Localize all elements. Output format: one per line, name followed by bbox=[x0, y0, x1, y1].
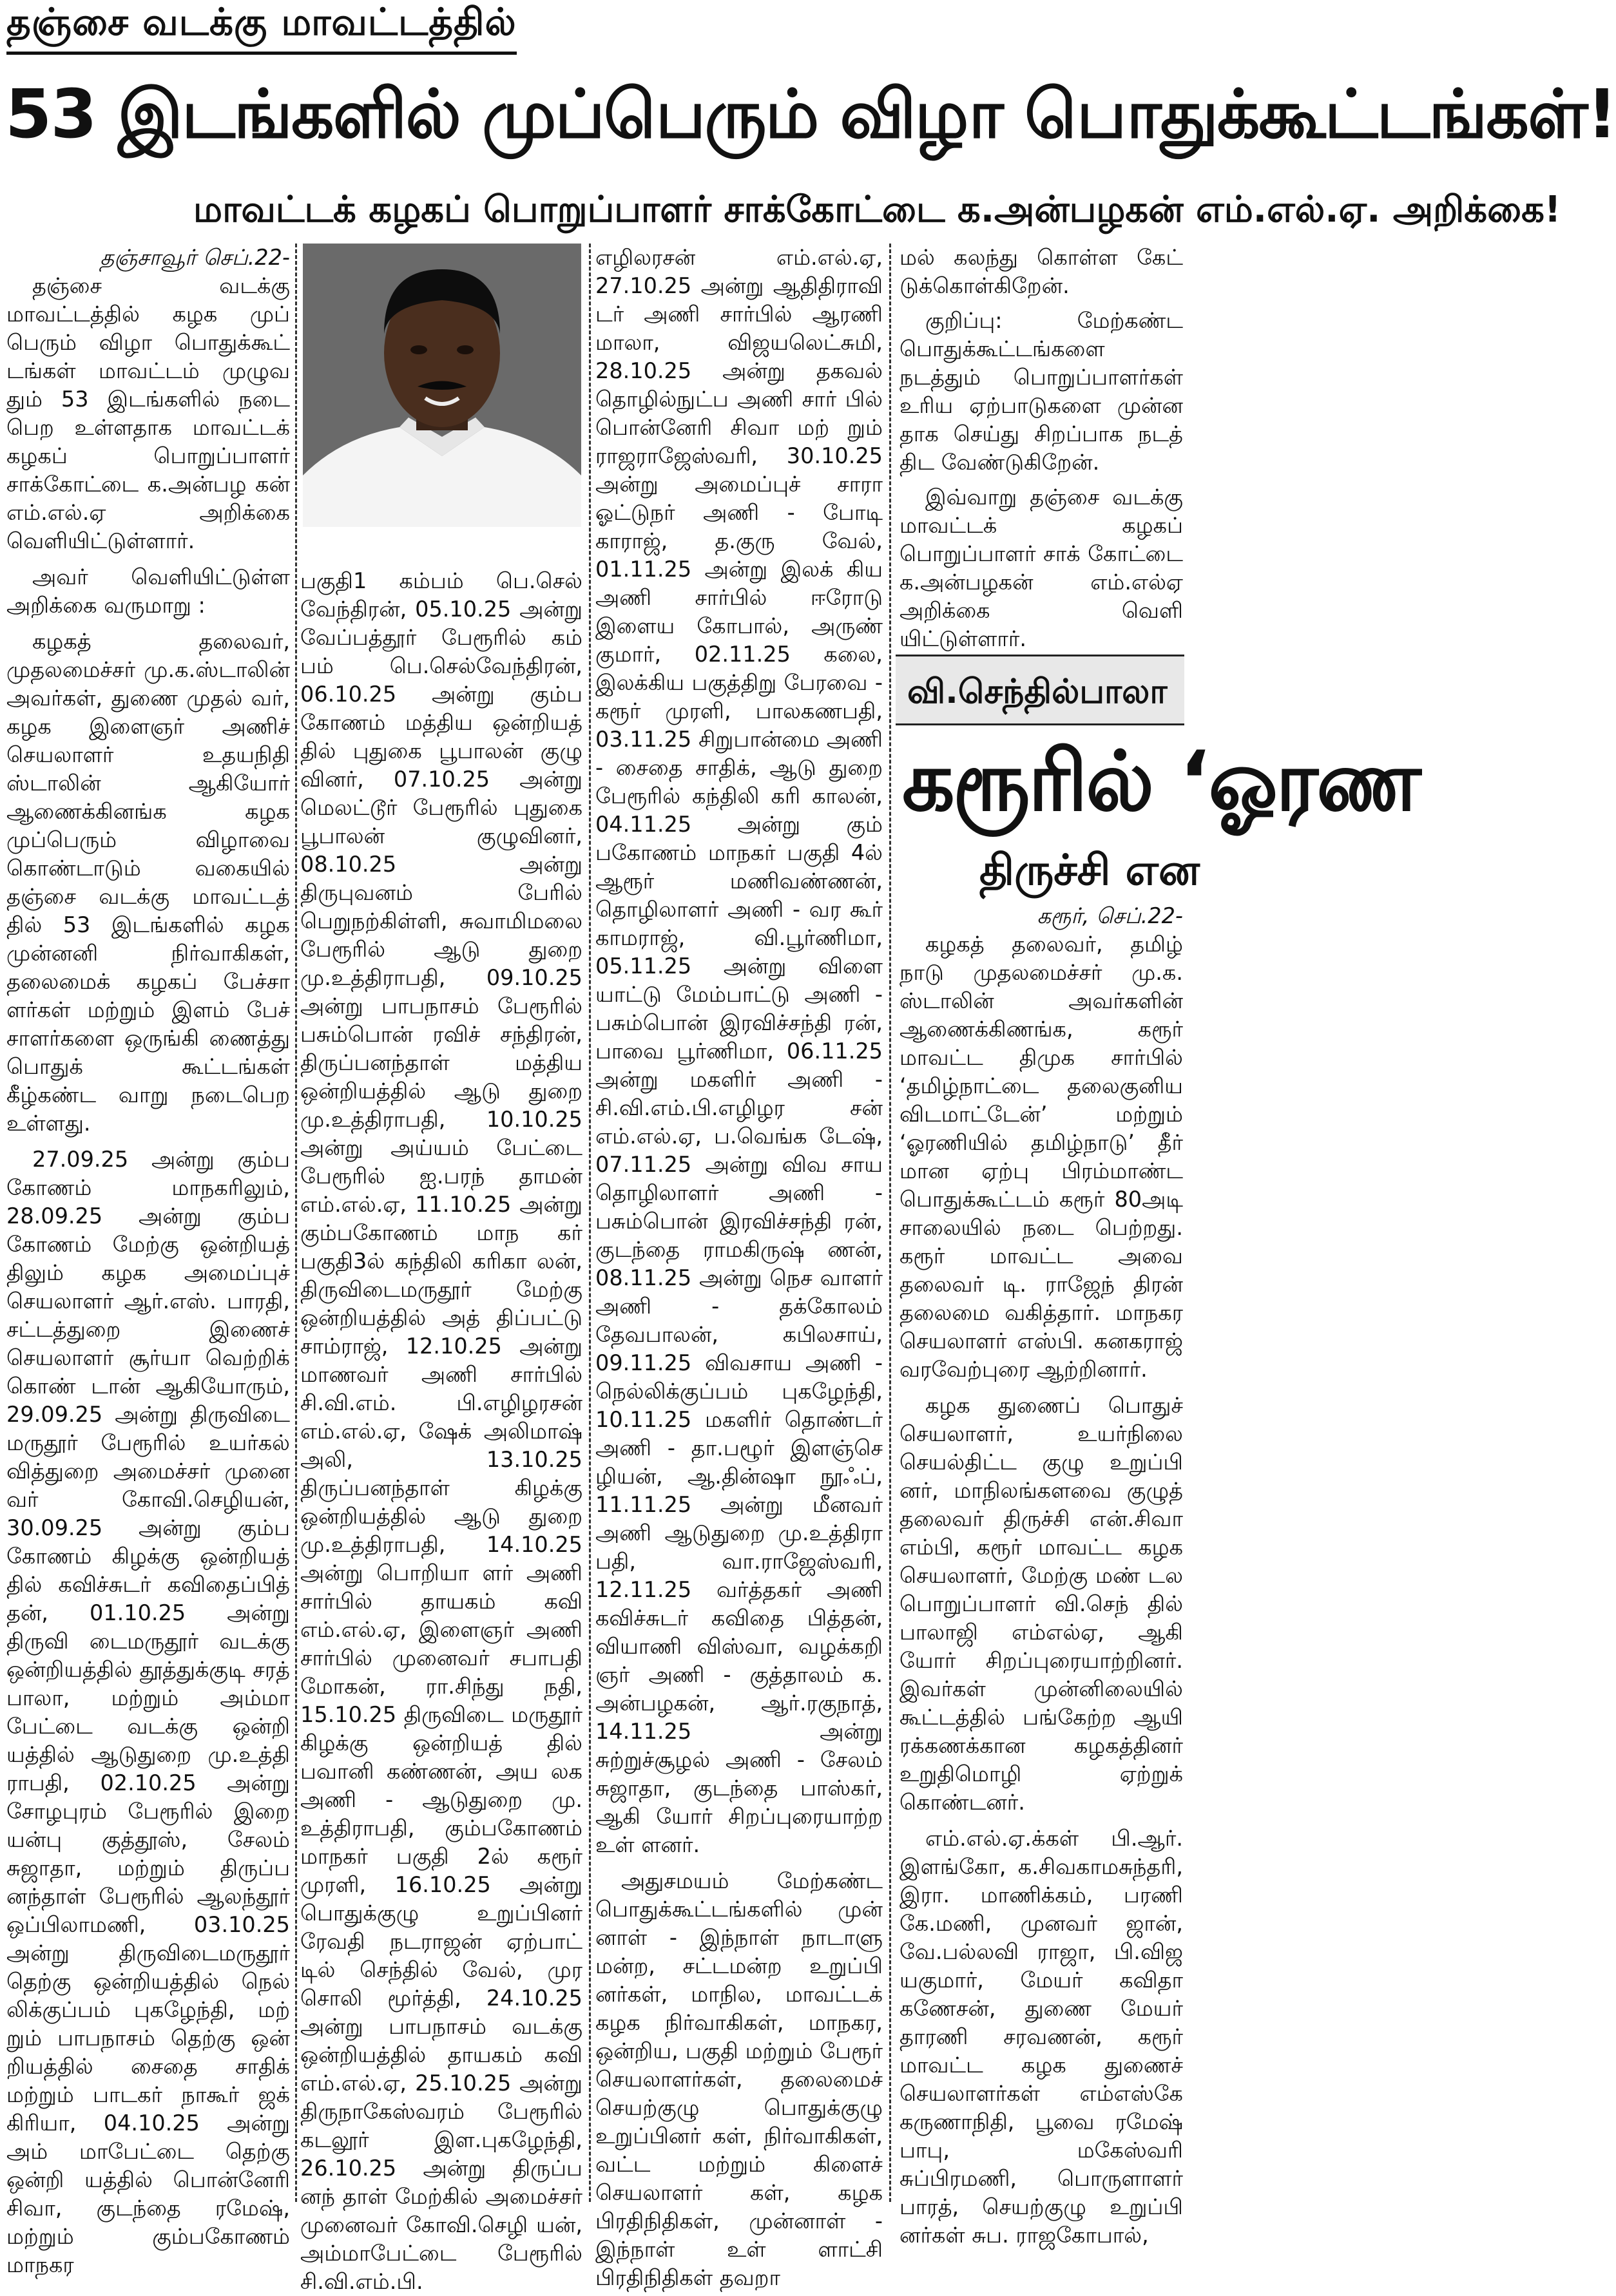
story2-subheadline: திருச்சி என bbox=[979, 845, 1200, 895]
dateline: தஞ்சாவூர் செப்.22- bbox=[100, 245, 290, 270]
paragraph: குறிப்பு: மேற்கண்ட பொதுக்கூட்டங்களை நடத்தும் பொறுப்பாளர்கள் உரிய ஏற்பாடுகளை முன்ன தாக செய்து சிறப்பாக நடத் திட வேண்டுகிறேன். bbox=[899, 308, 1183, 475]
article-column-2 bbox=[300, 567, 582, 2294]
paragraph: தஞ்சை வடக்கு மாவட்டத்தில் கழக முப் பெரும் விழா பொதுக்கூட் டங்கள் மாவட்டம் முழுவ தும் 53 இடங்களில் நடை பெற உள்ளதாக மாவட்டக் கழகப் பொறுப்பாளர் சாக்கோட்டை க.அன்பழ கன் எம்.எல்.ஏ அறிக்கை வெளியிட்டுள்ளார். bbox=[6, 273, 290, 553]
main-headline: 53 இடங்களில் முப்பெரும் விழா பொதுக்கூட்டங்கள்! bbox=[5, 75, 1616, 153]
article-column-3 bbox=[595, 244, 883, 2290]
article-column-1 bbox=[6, 244, 290, 2277]
paragraph: இவ்வாறு தஞ்சை வடக்கு மாவட்டக் கழகப் பொறுப்பாளர் சாக் கோட்டை க.அன்பழகன் எம்.எல்ஏ அறிக்கை வெளி யிட்டுள்ளார். bbox=[899, 484, 1183, 651]
paragraph: எழிலரசன் எம்.எல்.ஏ, 27.10.25 அன்று ஆதிதிராவி டர் அணி சார்பில் ஆரணி மாலா, விஜயலெட்சுமி, 28.10.25 அன்று தகவல் தொழில்நுட்ப அணி சார் பில் பொன்னேரி சிவா மற் றும் ராஜராஜேஸ்வரி, 30.10.25 அன்று அமைப்புச் சாரா ஓட்டுநர் அணி - போடி காராஜ், த.குரு வேல், 01.11.25 அன்று இலக் கிய அணி சார்பில் ஈரோடு இளைய கோபால், அருண் குமார், 02.11.25 கலை, இலக்கிய பகுத்திறு பேரவை - கரூர் முரளி, பாலகணபதி, 03.11.25 சிறுபான்மை அணி - சைதை சாதிக், ஆடு துறை பேரூரில் கந்திலி கரி காலன், 04.11.25 அன்று கும் பகோணம் மாநகர் பகுதி 4ல் ஆரூர் மணிவண்ணன், தொழிலாளர் அணி - வர கூர் காமராஜ், வி.பூர்ணிமா, 05.11.25 அன்று விளை யாட்டு மேம்பாட்டு அணி - பசும்பொன் இரவிச்சந்தி ரன், பாவை பூர்ணிமா, 06.11.25 அன்று மகளிர் அணி - சி.வி.எம்.பி.எழிழர சன் எம்.எல்.ஏ, ப.வெங்க டேஷ், 07.11.25 அன்று விவ சாய தொழிலாளர் அணி - பசும்பொன் இரவிச்சந்தி ரன், குடந்தை ராமகிருஷ் ணன், 08.11.25 அன்று நெச வாளர் அணி - தக்கோலம் தேவபாலன், கபிலசாய், 09.11.25 விவசாய அணி - நெல்லிக்குப்பம் புகழேந்தி, 10.11.25 மகளிர் தொண்டர் அணி - தா.பழூர் இளஞ்செ ழியன், ஆ.தின்ஷா நூஃப், 11.11.25 அன்று மீனவர் அணி ஆடுதுறை மு.உத்திரா பதி, வா.ராஜேஸ்வரி, 12.11.25 வர்த்தகர் அணி கவிச்சுடர் கவிதை பித்தன், வியாணி விஸ்வா, வழக்கறி ஞர் அணி - குத்தாலம் க. அன்பழகன், ஆர்.ரகுநாத், 14.11.25 அன்று சுற்றுச்சூழல் அணி - சேலம் சுஜாதா, குடந்தை பாஸ்கர், ஆகி யோர் சிறப்புரையாற்ற உள் ளனர். bbox=[595, 245, 883, 1857]
article-column-4 bbox=[899, 244, 1183, 651]
paragraph: கழகத் தலைவர், முதலமைச்சர் மு.க.ஸ்டாலின் அவர்கள், துணை முதல் வர், கழக இளைஞர் அணிச் செயலாளர் உதயநிதி ஸ்டாலின் ஆகியோர் ஆணைக்கினங்க கழக முப்பெரும் விழாவை கொண்டாடும் வகையில் தஞ்சை வடக்கு மாவட்டத் தில் 53 இடங்களில் கழக முன்னனி நிர்வாகிகள், தலைமைக் கழகப் பேச்சா ளர்கள் மற்றும் இளம் பேச் சாளர்களை ஒருங்கி ணைத்து பொதுக் கூட்டங்கள் கீழ்கண்ட வாறு நடைபெற உள்ளது. bbox=[6, 629, 290, 1136]
story2-kicker: வி.செந்தில்பாலா bbox=[896, 655, 1184, 725]
column-divider bbox=[589, 244, 591, 2202]
column-divider bbox=[295, 244, 297, 2202]
paragraph: அதுசமயம் மேற்கண்ட பொதுக்கூட்டங்களில் முன் னாள் - இந்நாள் நாடாளு மன்ற, சட்டமன்ற உறுப்பி னர்கள், மாநில, மாவட்டக் கழக நிர்வாகிகள், மாநகர, ஒன்றிய, பகுதி மற்றும் பேரூர் செயலாளர்கள், தலைமைச் செயற்குழு பொதுக்குழு உறுப்பினர் கள், நிர்வாகிகள், வட்ட மற்றும் கிளைச் செயலாளர் கள், கழக பிரதிநிதிகள், முன்னாள் - இந்நாள் உள் ளாட்சி பிரதிநிதிகள் தவறா bbox=[595, 1868, 883, 2290]
portrait-icon bbox=[303, 244, 581, 527]
paragraph: 27.09.25 அன்று கும்ப கோணம் மாநகரிலும், 28.09.25 அன்று கும்ப கோணம் மேற்கு ஒன்றியத் திலும் கழக அமைப்புச் செயலாளர் ஆர்.எஸ். பாரதி, சட்டத்துறை இணைச் செயலாளர் சூர்யா வெற்றிக் கொண் டான் ஆகியோரும், 29.09.25 அன்று திருவிடை மருதூர் பேரூரில் உயர்கல் வித்துறை அமைச்சர் முனை வர் கோவி.செழியன், 30.09.25 அன்று கும்ப கோணம் கிழக்கு ஒன்றியத் தில் கவிச்சுடர் கவிதைப்பித் தன், 01.10.25 அன்று திருவி டைமருதூர் வடக்கு ஒன்றியத்தில் தூத்துக்குடி சரத் பாலா, மற்றும் அம்மா பேட்டை வடக்கு ஒன்றி யத்தில் ஆடுதுறை மு.உத்தி ராபதி, 02.10.25 அன்று சோழபுரம் பேரூரில் இறை யன்பு குத்தூஸ், சேலம் சுஜாதா, மற்றும் திருப்ப னந்தாள் பேரூரில் ஆலந்தூர் ஒப்பிலாமணி, 03.10.25 அன்று திருவிடைமருதூர் தெற்கு ஒன்றியத்தில் நெல் லிக்குப்பம் புகழேந்தி, மற் றும் பாபநாசம் தெற்கு ஒன் றியத்தில் சைதை சாதிக் மற்றும் பாடகர் நாகூர் ஜக் கிரியா, 04.10.25 அன்று அம் மாபேட்டை தெற்கு ஒன்றி யத்தில் பொன்னேரி சிவா, குடந்தை ரமேஷ், மற்றும் கும்பகோணம் மாநகர bbox=[6, 1147, 290, 2277]
paragraph: பகுதி1 கம்பம் பெ.செல் வேந்திரன், 05.10.25 அன்று வேப்பத்தூர் பேரூரில் கம் பம் பெ.செல்வேந்திரன், 06.10.25 அன்று கும்ப கோணம் மத்திய ஒன்றியத் தில் புதுகை பூபாலன் குழு வினர், 07.10.25 அன்று மெலட்டூர் பேரூரில் புதுகை பூபாலன் குழுவினர், 08.10.25 அன்று திருபுவனம் பேரில் பெறுநற்கிள்ளி, சுவாமிமலை பேரூரில் ஆடு துறை மு.உத்திராபதி, 09.10.25 அன்று பாபநாசம் பேரூரில் பசும்பொன் ரவிச் சந்திரன், திருப்பனந்தாள் மத்திய ஒன்றியத்தில் ஆடு துறை மு.உத்திராபதி, 10.10.25 அன்று அய்யம் பேட்டை பேரூரில் ஐ.பரந் தாமன் எம்.எல்.ஏ, 11.10.25 அன்று கும்பகோணம் மாந கர் பகுதி3ல் கந்திலி கரிகா லன், திருவிடைமருதூர் மேற்கு ஒன்றியத்தில் அத் திப்பட்டு சாம்ராஜ், 12.10.25 அன்று மாணவர் அணி சார்பில் சி.வி.எம். பி.எழிழரசன் எம்.எல்.ஏ, ஷேக் அலிமாஷ் அலி, 13.10.25 திருப்பனந்தாள் கிழக்கு ஒன்றியத்தில் ஆடு துறை மு.உத்திராபதி, 14.10.25 அன்று பொறியா ளர் அணி சார்பில் தாயகம் கவி எம்.எல்.ஏ, இளைஞர் அணி சார்பில் முனைவர் சபாபதி மோகன், ரா.சிந்து நதி, 15.10.25 திருவிடை மருதூர் கிழக்கு ஒன்றியத் தில் பவானி கண்ணன், அய லக அணி - ஆடுதுறை மு. உத்திராபதி, கும்பகோணம் மாநகர் பகுதி 2ல் கரூர் முரளி, 16.10.25 அன்று பொதுக்குழு உறுப்பினர் ரேவதி நடராஜன் ஏற்பாட் டில் செந்தில் வேல், முர சொலி மூர்த்தி, 24.10.25 அன்று பாபநாசம் வடக்கு ஒன்றியத்தில் தாயகம் கவி எம்.எல்.ஏ, 25.10.25 அன்று திருநாகேஸ்வரம் பேரூரில் கடலூர் இள.புகழேந்தி, 26.10.25 அன்று திருப்ப னந் தாள் மேற்கில் அமைச்சர் முனைவர் கோவி.செழி யன், அம்மாபேட்டை பேரூரில் சி.வி.எம்.பி. bbox=[300, 568, 582, 2294]
paragraph: கழக துணைப் பொதுச் செயலாளர், உயர்நிலை செயல்திட்ட குழு உறுப்பி னர், மாநிலங்களவை குழுத் தலைவர் திருச்சி என்.சிவா எம்பி, கரூர் மாவட்ட கழக செயலாளர், மேற்கு மண் டல பொறுப்பாளர் வி.செந் தில் பாலாஜி எம்எல்ஏ, ஆகி யோர் சிறப்புரையாற்றினர். இவர்கள் முன்னிலையில் கூட்டத்தில் பங்கேற்ற ஆயி ரக்கணக்கான கழகத்தினர் உறுதிமொழி ஏற்றுக் கொண்டனர். bbox=[899, 1393, 1183, 1815]
sub-headline: மாவட்டக் கழகப் பொறுப்பாளர் சாக்கோட்டை க.அன்பழகன் எம்.எல்.ஏ. அறிக்கை! bbox=[193, 189, 1561, 231]
paragraph: கழகத் தலைவர், தமிழ் நாடு முதலமைச்சர் மு.க. ஸ்டாலின் அவர்களின் ஆணைக்கிணங்க, கரூர் மாவட்ட திமுக சார்பில் ‘தமிழ்நாட்டை தலைகுனிய விடமாட்டேன்’ மற்றும் ‘ஓரணியில் தமிழ்நாடு’ தீர் மான ஏற்பு பிரம்மாண்ட பொதுக்கூட்டம் கரூர் 80அடி சாலையில் நடை பெற்றது. கரூர் மாவட்ட அவை தலைவர் டி. ராஜேந் திரன் தலைமை வகித்தார். மாநகர செயலாளர் எஸ்பி. கனகராஜ் வரவேற்புரை ஆற்றினார். bbox=[899, 932, 1183, 1382]
column-divider bbox=[889, 244, 891, 2202]
story2-headline: கரூரில் ‘ஓரண bbox=[902, 734, 1419, 830]
section-kicker: தஞ்சை வடக்கு மாவட்டத்தில் bbox=[6, 0, 517, 55]
paragraph: மல் கலந்து கொள்ள கேட் டுக்கொள்கிறேன். bbox=[899, 245, 1183, 298]
paragraph: அவர் வெளியிட்டுள்ள அறிக்கை வருமாறு : bbox=[6, 564, 290, 618]
paragraph: எம்.எல்.ஏ.க்கள் பி.ஆர். இளங்கோ, க.சிவகாமசுந்தரி, இரா. மாணிக்கம், பரணி கே.மணி, முனவர் ஜான், வே.பல்லவி ராஜா, பி.விஜ யகுமார், மேயர் கவிதா கணேசன், துணை மேயர் தாரணி சரவணன், கரூர் மாவட்ட கழக துணைச் செயலாளர்கள் எம்எஸ்கே கருணாநிதி, பூவை ரமேஷ் பாபு, மகேஸ்வரி சுப்பிரமணி, பொருளாளர் பாரத், செயற்குழு உறுப்பி னர்கள் சுப. ராஜகோபால், bbox=[899, 1826, 1183, 2248]
dateline: கரூர், செப்.22- bbox=[1037, 903, 1183, 928]
story2-body bbox=[899, 902, 1183, 2248]
portrait-photo bbox=[303, 244, 581, 527]
